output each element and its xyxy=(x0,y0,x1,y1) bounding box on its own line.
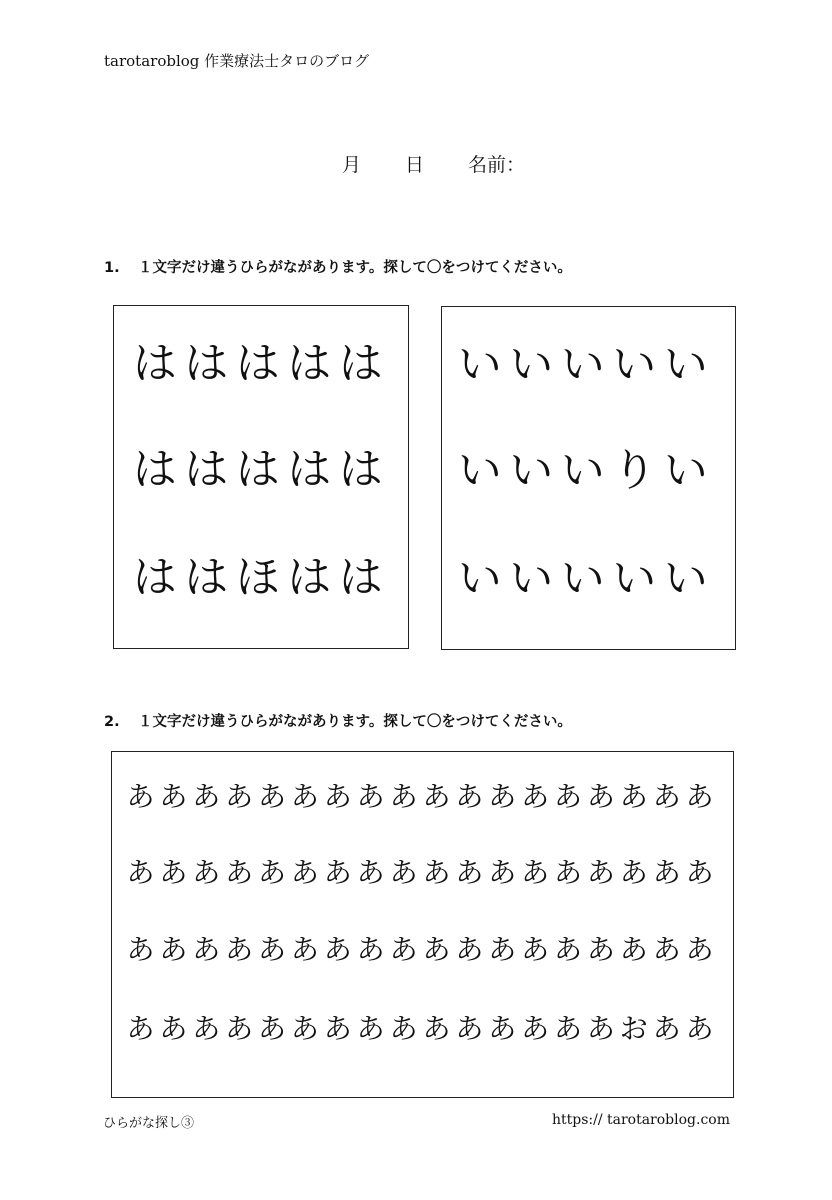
hiragana-character[interactable]: い xyxy=(509,339,554,390)
hiragana-character[interactable]: い xyxy=(612,339,657,390)
hiragana-character[interactable]: は xyxy=(287,338,332,389)
hiragana-character[interactable]: あ xyxy=(159,1012,188,1045)
hiragana-character[interactable]: あ xyxy=(422,856,451,889)
hiragana-character[interactable]: あ xyxy=(323,780,352,813)
hiragana-character[interactable]: あ xyxy=(356,1012,385,1045)
hiragana-character[interactable]: ほ xyxy=(235,552,280,603)
hiragana-character[interactable]: あ xyxy=(554,856,583,889)
hiragana-character[interactable]: は xyxy=(184,444,229,495)
hiragana-character[interactable]: は xyxy=(132,444,177,495)
hiragana-character[interactable]: あ xyxy=(225,1012,254,1045)
question-2-text: １文字だけ違うひらがながあります。探して〇をつけてください。 xyxy=(138,714,572,730)
hiragana-character[interactable]: は xyxy=(338,338,383,389)
hiragana-character[interactable]: は xyxy=(132,338,177,389)
question-2-box xyxy=(111,751,734,1098)
hiragana-character[interactable]: あ xyxy=(554,780,583,813)
hiragana-character[interactable]: あ xyxy=(323,1012,352,1045)
hiragana-character[interactable]: は xyxy=(132,552,177,603)
character-row xyxy=(129,552,387,603)
hiragana-character[interactable]: り xyxy=(612,445,657,496)
hiragana-character[interactable]: あ xyxy=(488,1012,517,1045)
hiragana-character[interactable]: あ xyxy=(192,856,221,889)
hiragana-character[interactable]: あ xyxy=(356,933,385,966)
character-row xyxy=(454,339,712,390)
question-1-text: １文字だけ違うひらがながあります。探して〇をつけてください。 xyxy=(138,260,572,276)
hiragana-character[interactable]: あ xyxy=(554,1012,583,1045)
hiragana-character[interactable]: あ xyxy=(652,856,681,889)
character-row xyxy=(124,780,716,813)
question-1-left-box xyxy=(113,305,409,649)
hiragana-character[interactable]: あ xyxy=(455,780,484,813)
hiragana-character[interactable]: い xyxy=(457,339,502,390)
hiragana-character[interactable]: あ xyxy=(619,856,648,889)
hiragana-character[interactable]: あ xyxy=(225,933,254,966)
hiragana-character[interactable]: は xyxy=(338,552,383,603)
question-2-number: 2. xyxy=(104,714,120,730)
character-row xyxy=(129,444,387,495)
character-row xyxy=(454,553,712,604)
hiragana-character[interactable]: あ xyxy=(586,780,615,813)
hiragana-character[interactable]: あ xyxy=(356,856,385,889)
hiragana-character[interactable]: あ xyxy=(258,1012,287,1045)
hiragana-character[interactable]: あ xyxy=(290,856,319,889)
hiragana-character[interactable]: あ xyxy=(389,856,418,889)
date-name-line xyxy=(342,150,525,177)
hiragana-character[interactable]: あ xyxy=(258,780,287,813)
hiragana-character[interactable]: い xyxy=(663,445,708,496)
hiragana-character[interactable]: あ xyxy=(422,933,451,966)
page-header-title: tarotaroblog 作業療法士タロのブログ xyxy=(104,52,370,70)
hiragana-character[interactable]: は xyxy=(184,552,229,603)
hiragana-character[interactable]: は xyxy=(235,444,280,495)
hiragana-character[interactable]: あ xyxy=(586,1012,615,1045)
hiragana-character[interactable]: あ xyxy=(389,933,418,966)
name-label: 名前： xyxy=(468,154,526,176)
hiragana-character[interactable]: い xyxy=(560,445,605,496)
hiragana-character[interactable]: あ xyxy=(455,1012,484,1045)
hiragana-character[interactable]: あ xyxy=(554,933,583,966)
question-1-number: 1. xyxy=(104,260,120,276)
hiragana-character[interactable]: あ xyxy=(225,856,254,889)
character-row xyxy=(129,338,387,389)
hiragana-character[interactable]: あ xyxy=(290,933,319,966)
hiragana-character[interactable]: あ xyxy=(455,933,484,966)
hiragana-character[interactable]: あ xyxy=(685,1012,714,1045)
hiragana-character[interactable]: あ xyxy=(290,1012,319,1045)
hiragana-character[interactable]: あ xyxy=(488,856,517,889)
day-label: 日 xyxy=(405,154,425,176)
hiragana-character[interactable]: あ xyxy=(258,933,287,966)
hiragana-character[interactable]: あ xyxy=(619,780,648,813)
question-2-instruction xyxy=(104,710,572,731)
character-row xyxy=(454,445,712,496)
hiragana-character[interactable]: い xyxy=(560,339,605,390)
character-row xyxy=(124,933,716,966)
hiragana-character[interactable]: あ xyxy=(159,856,188,889)
hiragana-character[interactable]: は xyxy=(287,552,332,603)
hiragana-character[interactable]: あ xyxy=(488,933,517,966)
hiragana-character[interactable]: あ xyxy=(521,1012,550,1045)
question-1-right-box xyxy=(441,306,736,650)
hiragana-character[interactable]: あ xyxy=(192,933,221,966)
hiragana-character[interactable]: あ xyxy=(323,856,352,889)
hiragana-character[interactable]: あ xyxy=(586,856,615,889)
footer-url: https:// tarotaroblog.com xyxy=(551,1112,730,1128)
hiragana-character[interactable]: あ xyxy=(192,780,221,813)
hiragana-character[interactable]: あ xyxy=(521,933,550,966)
hiragana-character[interactable]: あ xyxy=(422,1012,451,1045)
hiragana-character[interactable]: あ xyxy=(323,933,352,966)
hiragana-character[interactable]: あ xyxy=(290,780,319,813)
hiragana-character[interactable]: い xyxy=(663,553,708,604)
hiragana-character[interactable]: は xyxy=(184,338,229,389)
hiragana-character[interactable]: あ xyxy=(389,1012,418,1045)
hiragana-character[interactable]: い xyxy=(663,339,708,390)
hiragana-character[interactable]: あ xyxy=(685,780,714,813)
hiragana-character[interactable]: あ xyxy=(685,856,714,889)
hiragana-character[interactable]: あ xyxy=(652,933,681,966)
hiragana-character[interactable]: い xyxy=(612,553,657,604)
question-1-instruction xyxy=(104,256,572,277)
hiragana-character[interactable]: あ xyxy=(652,780,681,813)
hiragana-character[interactable]: あ xyxy=(586,933,615,966)
hiragana-character[interactable]: あ xyxy=(126,780,155,813)
hiragana-character[interactable]: は xyxy=(338,444,383,495)
month-label: 月 xyxy=(342,154,362,176)
hiragana-character[interactable]: あ xyxy=(126,856,155,889)
hiragana-character[interactable]: い xyxy=(457,553,502,604)
hiragana-character[interactable]: い xyxy=(509,445,554,496)
hiragana-character[interactable]: あ xyxy=(159,933,188,966)
hiragana-character[interactable]: あ xyxy=(521,780,550,813)
hiragana-character[interactable]: あ xyxy=(422,780,451,813)
character-row xyxy=(124,1012,716,1045)
hiragana-character[interactable]: あ xyxy=(258,856,287,889)
hiragana-character[interactable]: い xyxy=(457,445,502,496)
hiragana-character[interactable]: あ xyxy=(126,933,155,966)
hiragana-character[interactable]: い xyxy=(509,553,554,604)
hiragana-character[interactable]: あ xyxy=(685,933,714,966)
hiragana-character[interactable]: あ xyxy=(619,933,648,966)
hiragana-character[interactable]: あ xyxy=(389,780,418,813)
character-row xyxy=(124,856,716,889)
hiragana-character[interactable]: あ xyxy=(652,1012,681,1045)
hiragana-character[interactable]: あ xyxy=(126,1012,155,1045)
hiragana-character[interactable]: あ xyxy=(159,780,188,813)
hiragana-character[interactable]: あ xyxy=(356,780,385,813)
footer-worksheet-title: ひらがな探し③ xyxy=(103,1116,195,1131)
hiragana-character[interactable]: あ xyxy=(488,780,517,813)
hiragana-character[interactable]: は xyxy=(287,444,332,495)
hiragana-character[interactable]: は xyxy=(235,338,280,389)
hiragana-character[interactable]: い xyxy=(560,553,605,604)
hiragana-character[interactable]: お xyxy=(619,1012,648,1045)
hiragana-character[interactable]: あ xyxy=(455,856,484,889)
hiragana-character[interactable]: あ xyxy=(192,1012,221,1045)
hiragana-character[interactable]: あ xyxy=(521,856,550,889)
hiragana-character[interactable]: あ xyxy=(225,780,254,813)
